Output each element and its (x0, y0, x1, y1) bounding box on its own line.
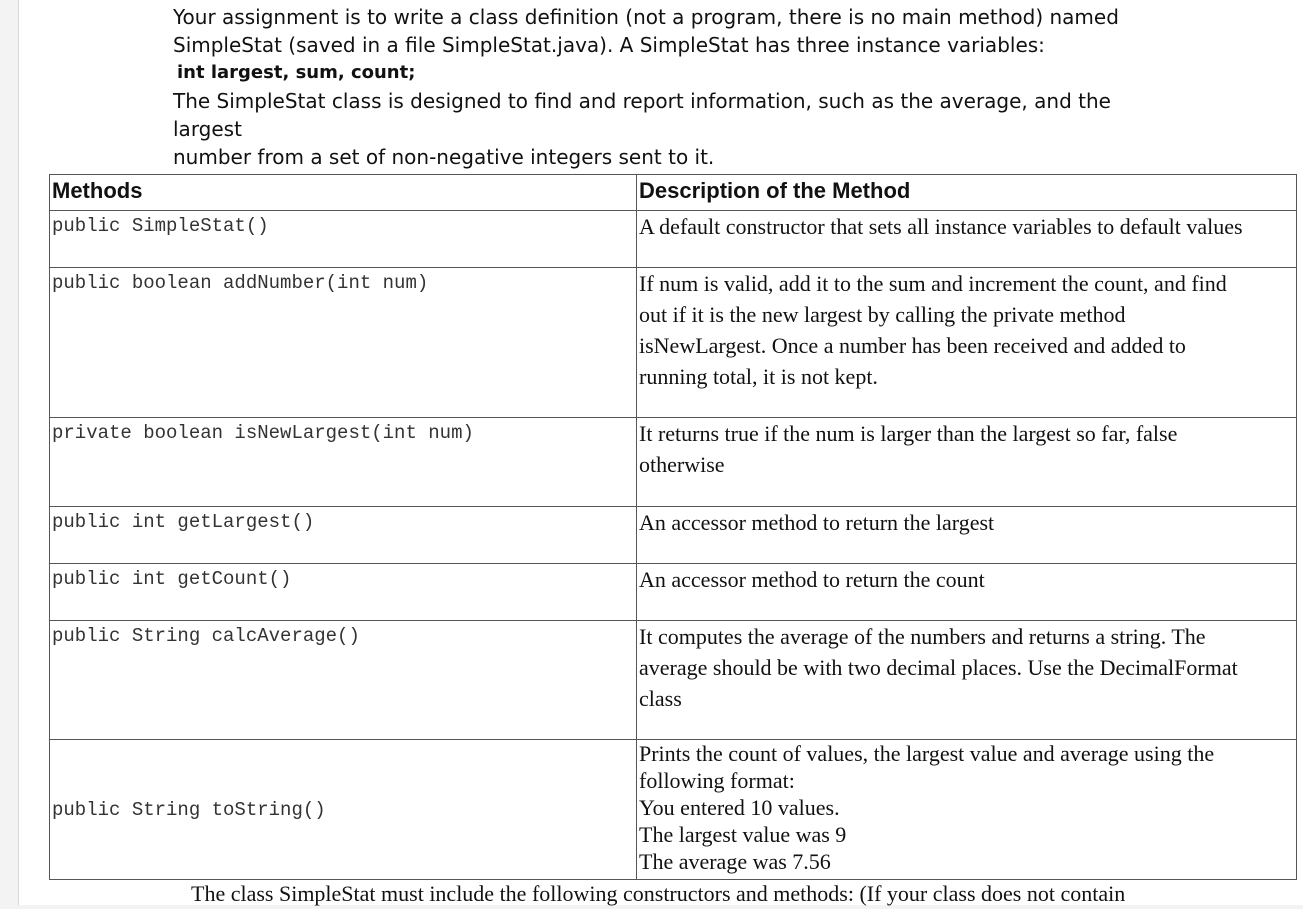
intro-line-2: SimpleStat (saved in a file SimpleStat.java). A SimpleStat has three instance variables: (173, 33, 1045, 57)
method-description (637, 211, 1297, 268)
description-line: An accessor method to return the largest (639, 510, 995, 535)
table-row (50, 564, 1297, 621)
description-line: You entered 10 values. (639, 795, 840, 820)
description-line: The largest value was 9 (639, 822, 847, 847)
intro-line-3: The SimpleStat class is designed to find and report information, such as the average, and the largest (173, 89, 1111, 141)
methods-table (49, 174, 1297, 880)
method-signature: public String toString() (50, 740, 637, 880)
description-line: If num is valid, add it to the sum and increment the count, and find (639, 271, 1227, 296)
method-description (637, 418, 1297, 507)
table-row (50, 740, 1297, 880)
method-signature: public boolean addNumber(int num) (50, 268, 637, 418)
description-line: The average was 7.56 (639, 849, 831, 874)
method-signature: public int getLargest() (50, 507, 637, 564)
description-line: It computes the average of the numbers and returns a string. The (639, 624, 1206, 649)
footer-text: The class SimpleStat must include the following constructors and methods: (If your class does not contain (191, 881, 1126, 906)
intro-line-4: number from a set of non-negative integers sent to it. (173, 145, 715, 169)
document-page (18, 0, 1303, 905)
description-line: Prints the count of values, the largest value and average using the (639, 741, 1215, 766)
table-row (50, 211, 1297, 268)
description-line: average should be with two decimal places. Use the DecimalFormat (639, 655, 1238, 680)
instance-variables: int largest, sum, count; (177, 62, 416, 83)
table-header-row (50, 175, 1297, 211)
header-description: Description of the Method (637, 175, 1297, 211)
method-description (637, 507, 1297, 564)
intro-line-1: Your assignment is to write a class definition (not a program, there is no main method) named (173, 5, 1119, 29)
description-line: It returns true if the num is larger than the largest so far, false (639, 421, 1178, 446)
description-line: following format: (639, 768, 795, 793)
description-line: An accessor method to return the count (639, 567, 985, 592)
method-description (637, 740, 1297, 880)
description-line: isNewLargest. Once a number has been received and added to (639, 333, 1186, 358)
description-line: otherwise (639, 452, 725, 477)
method-signature: public int getCount() (50, 564, 637, 621)
description-line: class (639, 686, 682, 711)
table-row (50, 268, 1297, 418)
method-signature: private boolean isNewLargest(int num) (50, 418, 637, 507)
method-description (637, 621, 1297, 740)
method-signature: public String calcAverage() (50, 621, 637, 740)
method-description (637, 564, 1297, 621)
table-row (50, 507, 1297, 564)
description-line: A default constructor that sets all instance variables to default values (639, 214, 1243, 239)
header-methods: Methods (50, 175, 637, 211)
description-line: out if it is the new largest by calling the private method (639, 302, 1126, 327)
description-line: running total, it is not kept. (639, 364, 878, 389)
method-signature: public SimpleStat() (50, 211, 637, 268)
assignment-intro (173, 3, 1173, 171)
table-row (50, 621, 1297, 740)
method-description (637, 268, 1297, 418)
table-row (50, 418, 1297, 507)
